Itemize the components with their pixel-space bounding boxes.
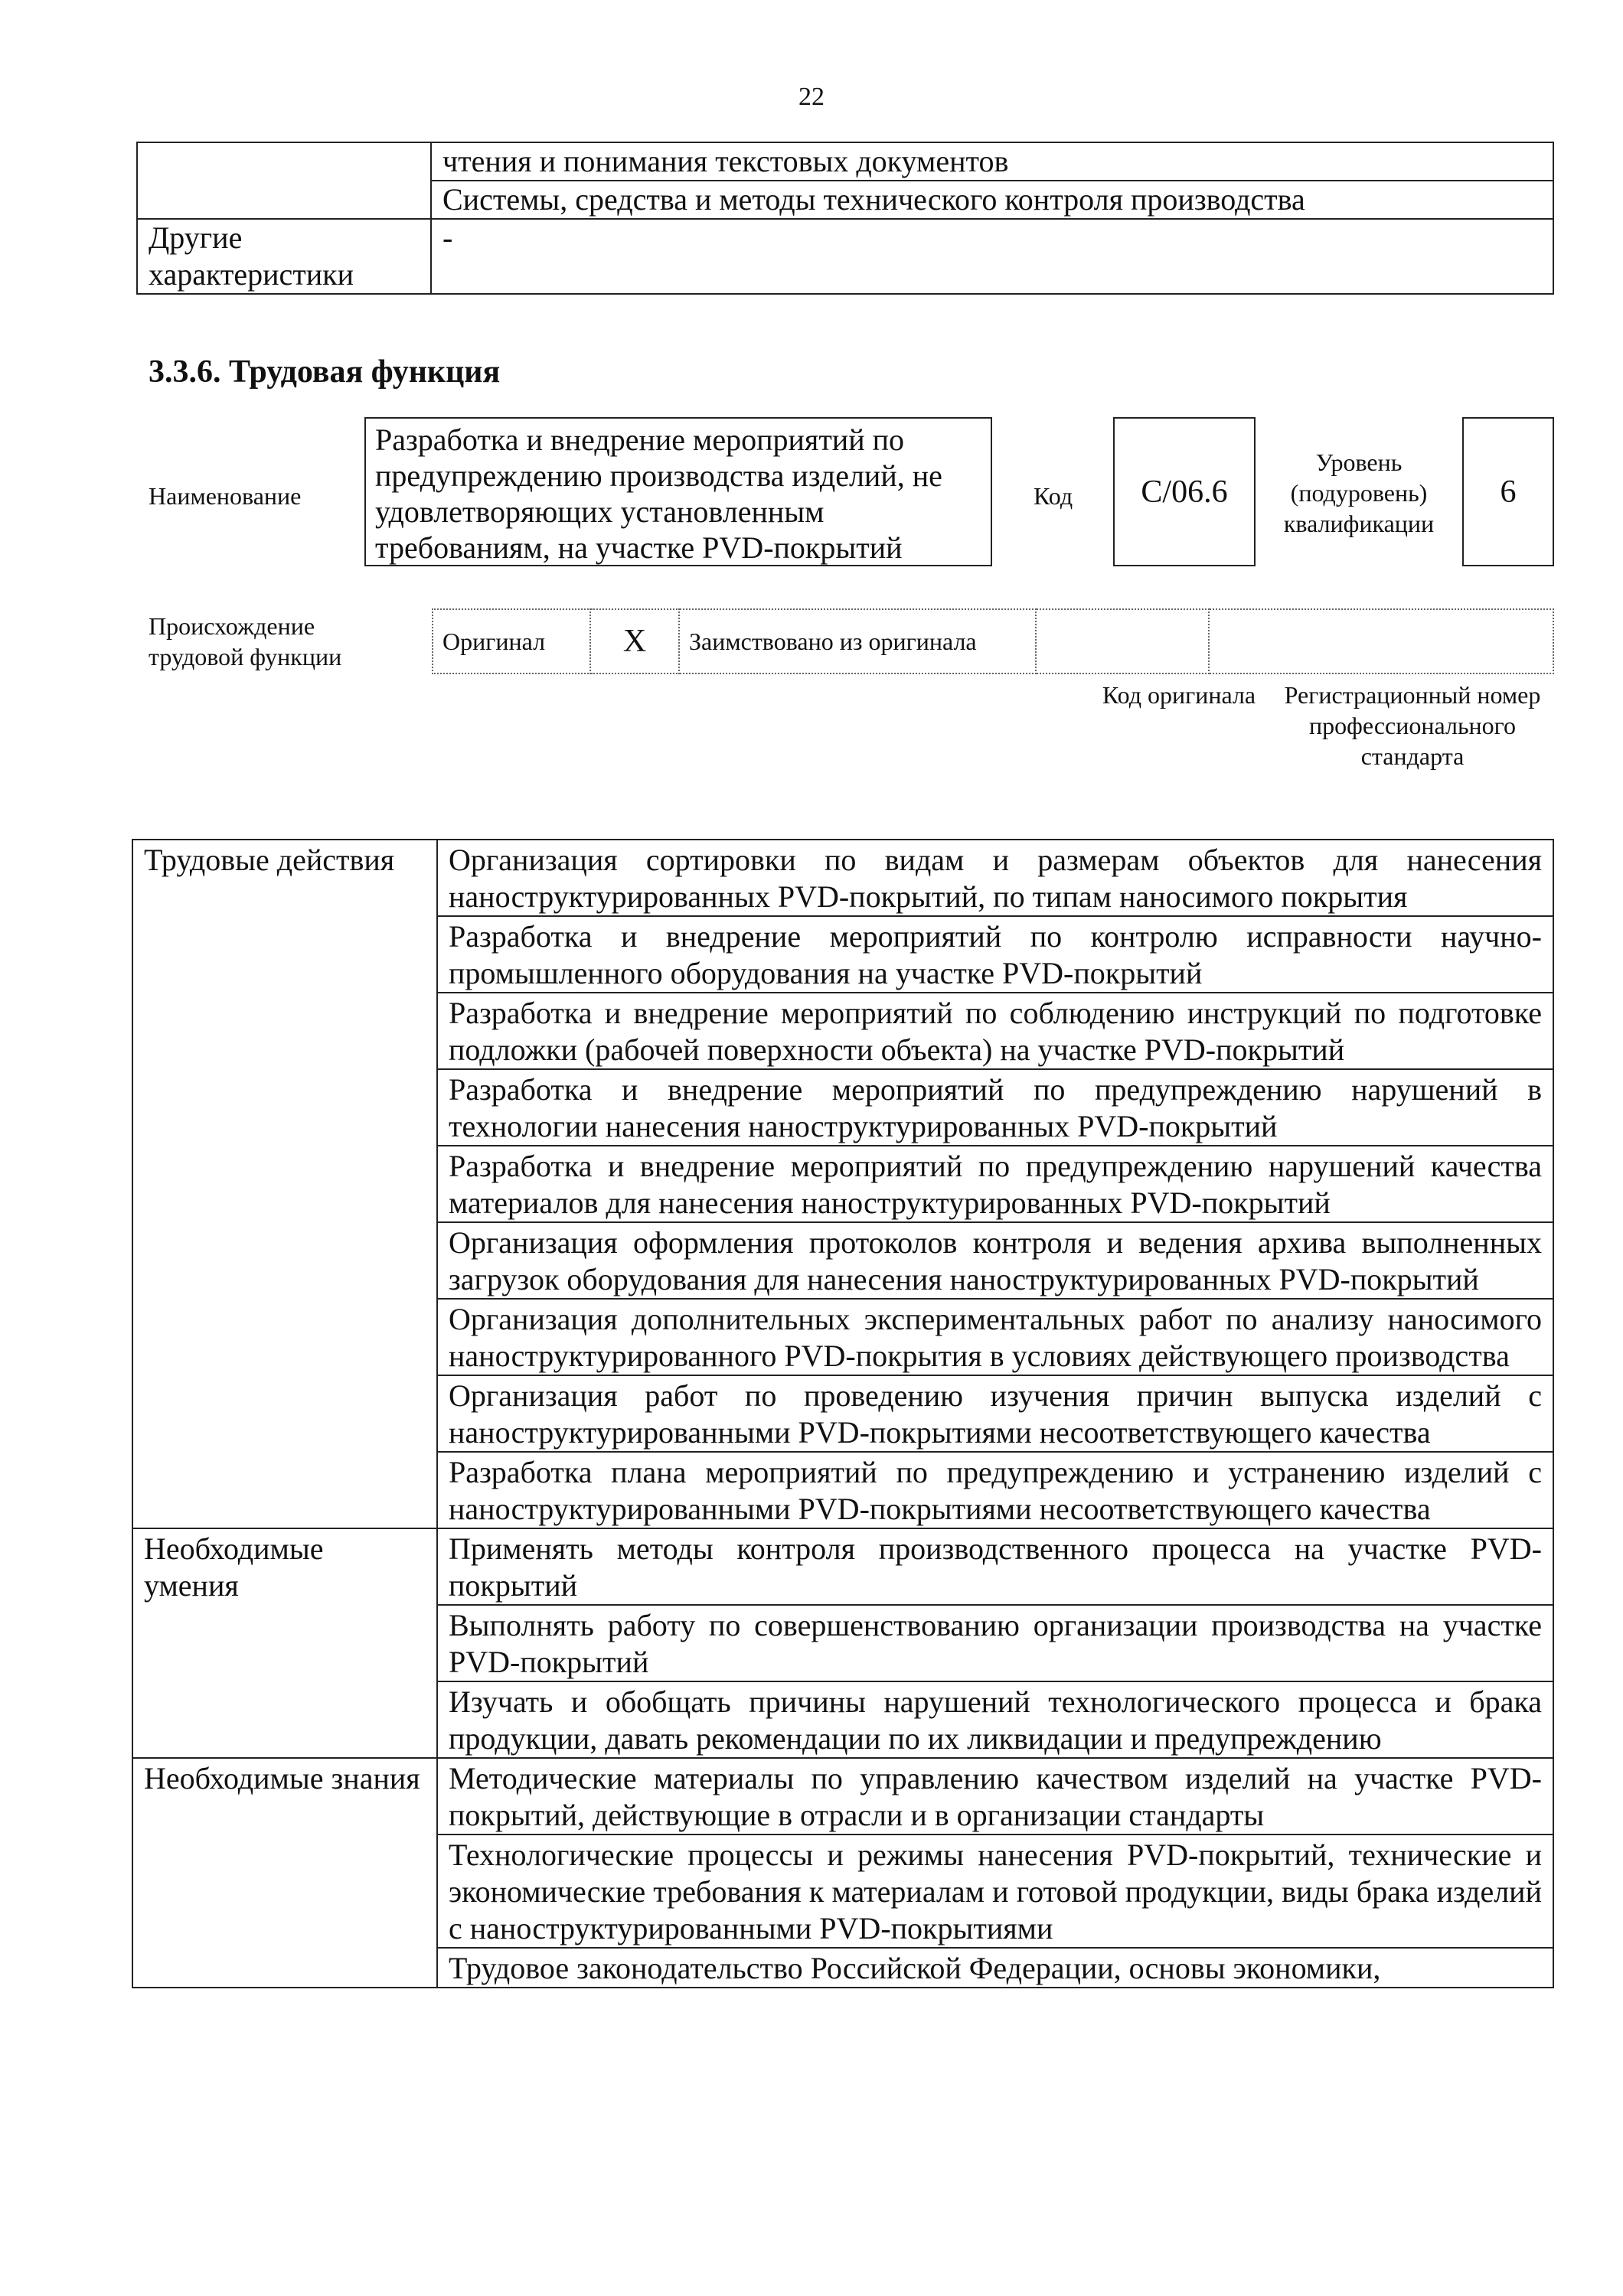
origin-label: Происхождение трудовой функции (149, 612, 342, 670)
group-label: Необходимые умения (132, 1528, 437, 1758)
table-cell-text: Организация работ по проведению изучения причин выпуска изделий с наноструктурированными PVD-покрытиями несоответствующего качества (437, 1375, 1553, 1452)
table-cell-text: Технологические процессы и режимы нанесения PVD-покрытий, технические и экономические требования к материалам и готовой продукции, виды брака изделий с наноструктурированными PVD-покрытиями (437, 1835, 1553, 1948)
table-row (137, 219, 1553, 294)
table-cell-text: Разработка и внедрение мероприятий по предупреждению нарушений качества материалов для нанесения наноструктурированных PVD-покрытий (437, 1146, 1553, 1222)
origin-reg-cell (1209, 609, 1553, 673)
table-cell-text: Применять методы контроля производственного процесса на участке PVD-покрытий (437, 1528, 1553, 1605)
table-cell-text: Изучать и обобщать причины нарушений технологического процесса и брака продукции, давать рекомендации по их ликвидации и предупреждению (437, 1681, 1553, 1758)
origin-borrowed-cell: Заимствовано из оригинала (679, 609, 1036, 673)
table-cell-text: Выполнять работу по совершенствованию организации производства на участке PVD-покрытий (437, 1605, 1553, 1681)
table-cell-text: Разработка и внедрение мероприятий по предупреждению нарушений в технологии нанесения наноструктурированных PVD-покрытий (437, 1069, 1553, 1146)
level-label: Уровень (подуровень) квалификации (1283, 448, 1435, 537)
table-cell-text: Трудовое законодательство Российской Федерации, основы экономики, (437, 1948, 1553, 1988)
table-cell-text: Системы, средства и методы технического контроля производства (431, 181, 1553, 219)
table-cell-label (137, 142, 431, 219)
origin-table (432, 608, 1554, 674)
group-label: Трудовые действия (132, 840, 437, 1528)
table-cell-text: Организация оформления протоколов контроля и ведения архива выполненных загрузок оборудования для нанесения наноструктурированных PVD-покрытий (437, 1222, 1553, 1299)
table-cell-text: Разработка и внедрение мероприятий по контролю исправности научно-промышленного оборудования на участке PVD-покрытий (437, 916, 1553, 993)
table-cell-text: Разработка и внедрение мероприятий по соблюдению инструкций по подготовке подложки (рабочей поверхности объекта) на участке PVD-покрытий (437, 993, 1553, 1069)
origin-original-cell: Оригинал (433, 609, 590, 673)
level-value-box: 6 (1462, 417, 1554, 566)
origin-code-cell (1036, 609, 1209, 673)
table-row (137, 142, 1553, 181)
table-row (132, 1758, 1553, 1835)
group-label: Необходимые знания (132, 1758, 437, 1988)
table-cell-text: Организация сортировки по видам и размерам объектов для нанесения наноструктурированных PVD-покрытий, по типам наносимого покрытия (437, 840, 1553, 916)
table-cell-text: - (431, 219, 1553, 294)
origin-code-caption: Код оригинала (1102, 681, 1256, 709)
section-heading: 3.3.6. Трудовая функция (149, 354, 501, 390)
table-row (433, 609, 1553, 673)
table-cell-text: чтения и понимания текстовых документов (431, 142, 1553, 181)
main-table (132, 839, 1554, 1988)
name-label: Наименование (149, 482, 302, 510)
origin-reg-caption: Регистрационный номер профессионального стандарта (1284, 681, 1541, 770)
origin-mark-cell: X (590, 609, 679, 673)
table-cell-text: Организация дополнительных экспериментальных работ по анализу наносимого наноструктурированного PVD-покрытия в условиях действующего производства (437, 1299, 1553, 1375)
function-name-box: Разработка и внедрение мероприятий по предупреждению производства изделий, не удовлетворяющих установленным требованиям, на участке PVD-покрытий (364, 417, 992, 566)
function-code-box: С/06.6 (1113, 417, 1256, 566)
page-number: 22 (798, 83, 825, 111)
table-cell-label: Другие характеристики (137, 219, 431, 294)
code-label: Код (1034, 482, 1073, 510)
continuation-table (136, 142, 1554, 295)
table-cell-text: Методические материалы по управлению качеством изделий на участке PVD-покрытий, действующие в отрасли и в организации стандарты (437, 1758, 1553, 1835)
table-cell-text: Разработка плана мероприятий по предупреждению и устранению изделий с наноструктурированными PVD-покрытиями несоответствующего качества (437, 1452, 1553, 1528)
table-row (132, 1528, 1553, 1605)
table-row (132, 840, 1553, 916)
